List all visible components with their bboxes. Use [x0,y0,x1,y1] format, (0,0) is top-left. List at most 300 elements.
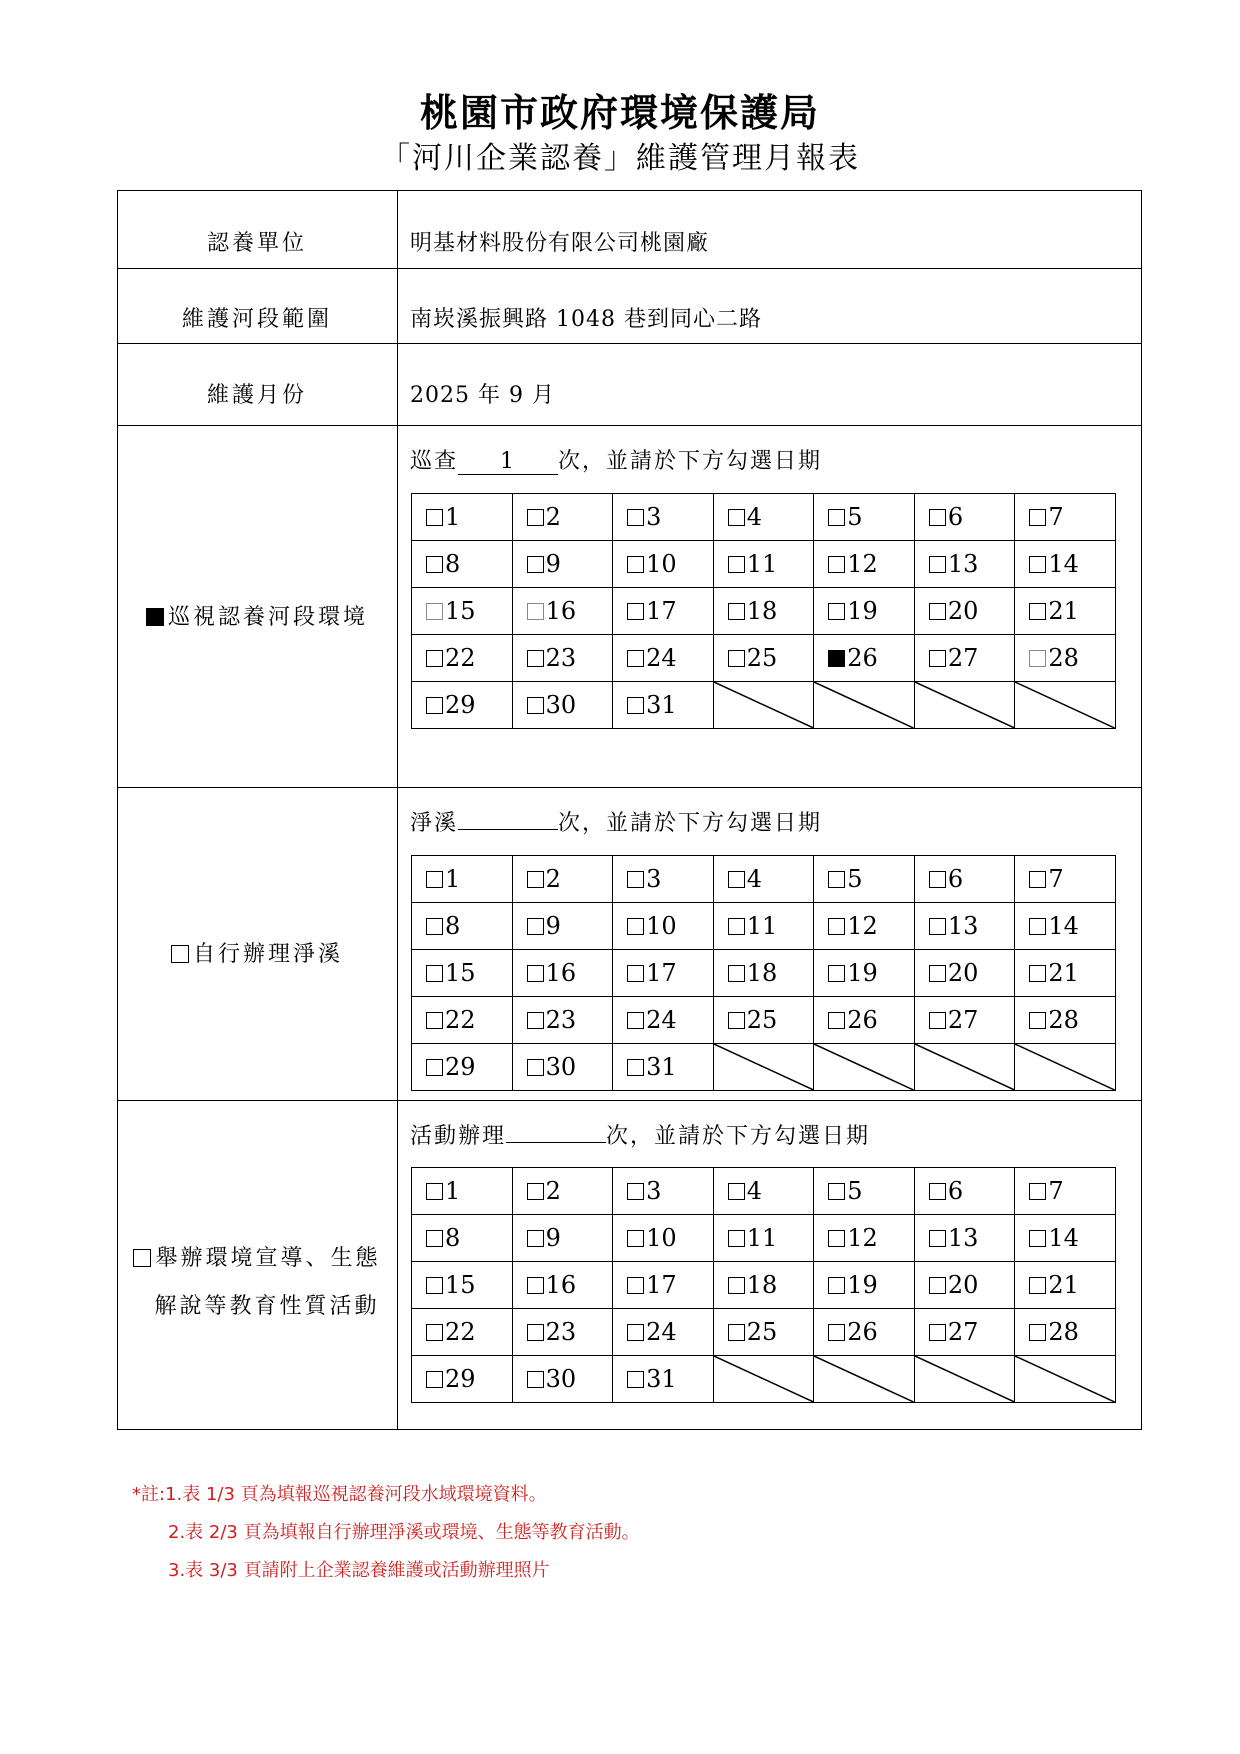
day-cell [713,1309,814,1356]
day-grid-row [412,494,1116,541]
day-checkbox[interactable] [527,1059,544,1076]
cleaning-section-checkbox[interactable] [171,945,189,963]
day-cell [713,494,814,541]
day-number: 10 [646,550,677,578]
day-checkbox[interactable] [527,1324,544,1341]
day-number: 19 [847,597,878,625]
day-checkbox[interactable] [527,1277,544,1294]
day-cell [914,1215,1015,1262]
row-divider [117,425,1142,426]
row-divider [117,1100,1142,1101]
day-cell [512,1168,613,1215]
day-number: 22 [445,1006,476,1034]
day-number: 10 [646,1224,677,1252]
day-number: 13 [947,1224,979,1252]
day-checkbox[interactable] [527,918,544,935]
day-checkbox[interactable] [728,1183,745,1200]
day-grid-row [412,1215,1116,1262]
day-cell [412,682,513,729]
day-cell [613,1168,714,1215]
day-checkbox[interactable] [828,603,845,620]
day-checkbox[interactable] [728,1012,745,1029]
day-checkbox[interactable] [1029,556,1046,573]
row-divider [117,787,1142,788]
day-checkbox[interactable] [527,509,544,526]
day-checkbox[interactable] [828,1277,845,1294]
day-checkbox[interactable] [929,965,946,982]
day-checkbox[interactable] [426,1230,443,1247]
activity-section-line2: 解說等教育性質活動 [154,1294,380,1319]
day-checkbox[interactable] [426,1012,443,1029]
day-cell [512,950,613,997]
day-number: 29 [445,1053,476,1081]
day-cell [512,635,613,682]
day-cell [814,1309,915,1356]
activity-section-text: 舉辦環境宣導、生態 [155,1246,381,1271]
day-checkbox[interactable] [426,1183,443,1200]
day-cell [613,1309,714,1356]
day-number: 16 [545,1271,577,1299]
day-number: 26 [847,1318,878,1346]
day-cell [1015,635,1116,682]
day-grid-row [412,541,1116,588]
day-number: 24 [646,644,677,672]
day-checkbox[interactable] [426,556,443,573]
day-number: 12 [847,550,878,578]
day-cell [512,682,613,729]
day-number: 3 [646,503,662,531]
day-number: 6 [947,503,964,531]
diagonal-strike [814,682,914,728]
day-number: 15 [445,597,476,625]
day-number: 8 [445,1224,461,1252]
day-cell [713,1215,814,1262]
day-cell [814,903,915,950]
day-number: 15 [445,959,476,987]
cleaning-section-text: 自行辦理淨溪 [192,942,343,967]
day-checkbox[interactable] [627,697,644,714]
day-cell [512,856,613,903]
empty-day-cell [1015,1044,1116,1091]
day-cell [814,997,915,1044]
day-checkbox[interactable] [527,871,544,888]
day-checkbox[interactable] [929,871,946,888]
day-cell [914,997,1015,1044]
day-cell [814,588,915,635]
day-checkbox[interactable] [627,1012,644,1029]
day-number: 9 [545,1224,561,1252]
day-checkbox[interactable] [828,556,845,573]
day-checkbox[interactable] [728,1324,745,1341]
day-checkbox[interactable] [728,603,745,620]
patrol-count-prefix: 巡查 [410,449,459,474]
day-checkbox[interactable] [627,1371,644,1388]
day-checkbox[interactable] [426,697,443,714]
day-number: 6 [947,1177,964,1205]
day-checkbox[interactable] [828,871,845,888]
day-checkbox[interactable] [828,509,845,526]
day-checkbox[interactable] [426,1324,443,1341]
day-checkbox[interactable] [728,871,745,888]
day-number: 20 [947,597,979,625]
empty-day-cell [914,1044,1015,1091]
day-checkbox[interactable] [1029,603,1046,620]
day-number: 24 [646,1318,677,1346]
day-number: 21 [1048,1271,1079,1299]
day-grid-row [412,903,1116,950]
day-checkbox[interactable] [627,1277,644,1294]
day-checkbox[interactable] [627,918,644,935]
day-number: 30 [545,1053,577,1081]
day-cell [613,856,714,903]
day-number: 28 [1048,1318,1079,1346]
day-cell [1015,1309,1116,1356]
empty-day-cell [814,1356,915,1403]
day-grid-row [412,1262,1116,1309]
day-cell [814,1168,915,1215]
day-number: 23 [545,644,577,672]
day-checkbox[interactable] [1029,509,1046,526]
day-checkbox[interactable] [929,650,946,667]
day-cell [412,1356,513,1403]
day-cell [1015,856,1116,903]
day-checkbox[interactable] [527,650,544,667]
day-number: 14 [1048,1224,1079,1252]
day-cell [512,541,613,588]
cleaning-section-label [117,937,397,968]
day-grid-row [412,635,1116,682]
day-checkbox[interactable] [426,1371,443,1388]
day-checkbox[interactable] [1029,1012,1046,1029]
day-number: 14 [1048,550,1079,578]
day-number: 31 [646,1365,677,1393]
day-number: 26 [847,1006,878,1034]
day-cell [512,1356,613,1403]
day-grid-row [412,1356,1116,1403]
footnote: *註:1.表 1/3 頁為填報巡視認養河段水域環境資料。 [132,1484,547,1505]
day-number: 26 [847,644,878,672]
day-number: 29 [445,691,476,719]
day-number: 1 [445,1177,461,1205]
day-cell [914,541,1015,588]
activity-section-checkbox[interactable] [133,1249,151,1267]
month-value[interactable]: 2025 年 9 月 [410,383,555,408]
day-checkbox[interactable] [1029,1183,1046,1200]
day-cell [914,1309,1015,1356]
day-checkbox[interactable] [627,965,644,982]
day-cell [512,1309,613,1356]
day-number: 5 [847,1177,863,1205]
cleaning-count-suffix: 次，並請於下方勾選日期 [558,811,823,836]
day-grid-row [412,588,1116,635]
empty-day-cell [713,1044,814,1091]
day-number: 4 [746,865,762,893]
diagonal-strike [915,682,1015,728]
day-checkbox[interactable] [828,1012,845,1029]
day-grid-row [412,1168,1116,1215]
day-number: 19 [847,1271,878,1299]
day-number: 8 [445,912,461,940]
day-number: 17 [646,959,677,987]
empty-day-cell [914,682,1015,729]
day-checkbox[interactable] [728,918,745,935]
day-checkbox[interactable] [728,556,745,573]
day-cell [512,588,613,635]
day-cell [713,950,814,997]
day-cell [713,997,814,1044]
day-checkbox[interactable] [426,965,443,982]
day-number: 11 [746,550,778,578]
day-cell [914,588,1015,635]
footnotes [132,1480,640,1594]
day-checkbox[interactable] [426,603,443,620]
day-cell [914,494,1015,541]
day-cell [613,588,714,635]
range-value[interactable]: 南崁溪振興路 1048 巷到同心二路 [410,307,762,332]
day-number: 15 [445,1271,476,1299]
day-number: 6 [947,865,964,893]
day-number: 10 [646,912,677,940]
day-checkbox[interactable] [929,556,946,573]
day-cell [512,903,613,950]
day-cell [713,1262,814,1309]
day-number: 5 [847,503,863,531]
empty-day-cell [814,1044,915,1091]
day-checkbox[interactable] [627,650,644,667]
day-cell [914,903,1015,950]
day-checkbox[interactable] [627,871,644,888]
activity-count-input[interactable] [506,1142,606,1143]
day-checkbox[interactable] [627,603,644,620]
day-checkbox[interactable] [527,1371,544,1388]
day-cell [613,1262,714,1309]
day-checkbox[interactable] [627,509,644,526]
day-cell [613,1215,714,1262]
day-checkbox[interactable] [1029,965,1046,982]
day-cell [1015,541,1116,588]
day-cell [814,1215,915,1262]
day-cell [814,856,915,903]
day-cell [412,635,513,682]
footnote: 2.表 2/3 頁為填報自行辦理淨溪或環境、生態等教育活動。 [168,1522,640,1543]
day-checkbox[interactable] [426,509,443,526]
day-checkbox[interactable] [828,965,845,982]
day-checkbox[interactable] [828,1324,845,1341]
day-checkbox[interactable] [426,871,443,888]
day-cell [713,635,814,682]
day-checkbox[interactable] [828,918,845,935]
day-cell [512,1044,613,1091]
day-checkbox[interactable] [828,650,845,667]
day-number: 29 [445,1365,476,1393]
day-checkbox[interactable] [929,918,946,935]
day-checkbox[interactable] [728,1277,745,1294]
day-checkbox[interactable] [627,1183,644,1200]
row-divider [117,343,1142,344]
day-checkbox[interactable] [929,1183,946,1200]
day-checkbox[interactable] [1029,1277,1046,1294]
day-number: 27 [947,644,979,672]
day-number: 27 [947,1006,979,1034]
day-number: 11 [746,912,778,940]
day-number: 31 [646,1053,677,1081]
diagonal-strike [714,682,814,728]
day-number: 9 [545,912,561,940]
day-checkbox[interactable] [728,965,745,982]
day-checkbox[interactable] [929,1230,946,1247]
day-checkbox[interactable] [426,650,443,667]
day-number: 23 [545,1318,577,1346]
day-number: 31 [646,691,677,719]
day-checkbox[interactable] [929,509,946,526]
cleaning-count-line [410,806,822,837]
activity-count-prefix: 活動辦理 [410,1124,507,1149]
day-number: 16 [545,597,577,625]
day-checkbox[interactable] [728,1230,745,1247]
day-number: 25 [746,644,778,672]
day-checkbox[interactable] [426,1059,443,1076]
day-number: 12 [847,912,878,940]
diagonal-strike [814,1356,914,1402]
adopter-value[interactable]: 明基材料股份有限公司桃園廠 [410,231,710,256]
day-number: 13 [947,912,979,940]
day-number: 11 [746,1224,778,1252]
day-checkbox[interactable] [627,556,644,573]
diagonal-strike [1015,1356,1115,1402]
day-number: 22 [445,644,476,672]
day-cell [412,903,513,950]
patrol-count-input[interactable]: 1 [458,449,558,475]
activity-section-line1 [117,1235,397,1283]
activity-section-label [117,1235,397,1331]
day-checkbox[interactable] [527,965,544,982]
day-checkbox[interactable] [527,697,544,714]
day-cell [412,997,513,1044]
row-divider [117,268,1142,269]
cleaning-count-input[interactable] [458,829,558,830]
patrol-section-label [117,600,397,631]
day-number: 25 [746,1318,778,1346]
day-number: 2 [545,503,561,531]
day-checkbox[interactable] [929,1324,946,1341]
patrol-section-text: 巡視認養河段環境 [167,605,368,630]
day-number: 1 [445,865,461,893]
day-checkbox[interactable] [1029,871,1046,888]
day-cell [613,903,714,950]
day-checkbox[interactable] [426,918,443,935]
day-cell [512,1262,613,1309]
day-cell [1015,1168,1116,1215]
day-cell [512,494,613,541]
day-number: 3 [646,865,662,893]
day-checkbox[interactable] [527,1230,544,1247]
day-number: 14 [1048,912,1079,940]
day-cell [613,1044,714,1091]
day-cell [713,856,814,903]
day-number: 5 [847,865,863,893]
day-grid-row [412,1309,1116,1356]
day-cell [412,588,513,635]
diagonal-strike [1015,1044,1115,1090]
day-number: 21 [1048,959,1079,987]
day-checkbox[interactable] [627,1324,644,1341]
day-checkbox[interactable] [1029,1230,1046,1247]
day-number: 17 [646,1271,677,1299]
day-grid-row [412,997,1116,1044]
diagonal-strike [714,1356,814,1402]
day-checkbox[interactable] [527,1012,544,1029]
diagonal-strike [714,1044,814,1090]
patrol-section-checkbox[interactable] [146,608,164,626]
day-cell [412,1262,513,1309]
day-checkbox[interactable] [527,603,544,620]
day-cell [814,950,915,997]
day-number: 18 [746,597,778,625]
day-number: 28 [1048,1006,1079,1034]
diagonal-strike [814,1044,914,1090]
day-number: 8 [445,550,461,578]
day-cell [412,541,513,588]
day-grid-row [412,950,1116,997]
day-cell [914,635,1015,682]
empty-day-cell [814,682,915,729]
day-number: 22 [445,1318,476,1346]
day-number: 13 [947,550,979,578]
day-cell [1015,494,1116,541]
day-cell [613,494,714,541]
activity-count-line [410,1119,870,1150]
day-checkbox[interactable] [527,556,544,573]
activity-day-grid [411,1167,1116,1403]
day-checkbox[interactable] [929,1012,946,1029]
diagonal-strike [915,1356,1015,1402]
day-cell [814,494,915,541]
day-checkbox[interactable] [426,1277,443,1294]
day-checkbox[interactable] [929,603,946,620]
day-cell [814,1262,915,1309]
cleaning-day-grid [411,855,1116,1091]
day-cell [613,950,714,997]
empty-day-cell [1015,682,1116,729]
day-number: 3 [646,1177,662,1205]
day-cell [412,950,513,997]
cleaning-count-prefix: 淨溪 [410,811,459,836]
day-checkbox[interactable] [1029,650,1046,667]
day-number: 1 [445,503,461,531]
day-number: 25 [746,1006,778,1034]
adopter-label: 認養單位 [206,231,307,256]
day-checkbox[interactable] [527,1183,544,1200]
day-checkbox[interactable] [728,650,745,667]
day-checkbox[interactable] [1029,1324,1046,1341]
day-checkbox[interactable] [728,509,745,526]
day-cell [613,635,714,682]
day-number: 20 [947,959,979,987]
day-checkbox[interactable] [1029,918,1046,935]
day-number: 21 [1048,597,1079,625]
day-cell [412,494,513,541]
day-cell [613,682,714,729]
day-checkbox[interactable] [627,1230,644,1247]
day-cell [1015,1262,1116,1309]
day-checkbox[interactable] [828,1183,845,1200]
day-cell [814,541,915,588]
day-number: 18 [746,1271,778,1299]
day-checkbox[interactable] [627,1059,644,1076]
patrol-count-line [410,444,822,475]
day-checkbox[interactable] [828,1230,845,1247]
day-checkbox[interactable] [929,1277,946,1294]
